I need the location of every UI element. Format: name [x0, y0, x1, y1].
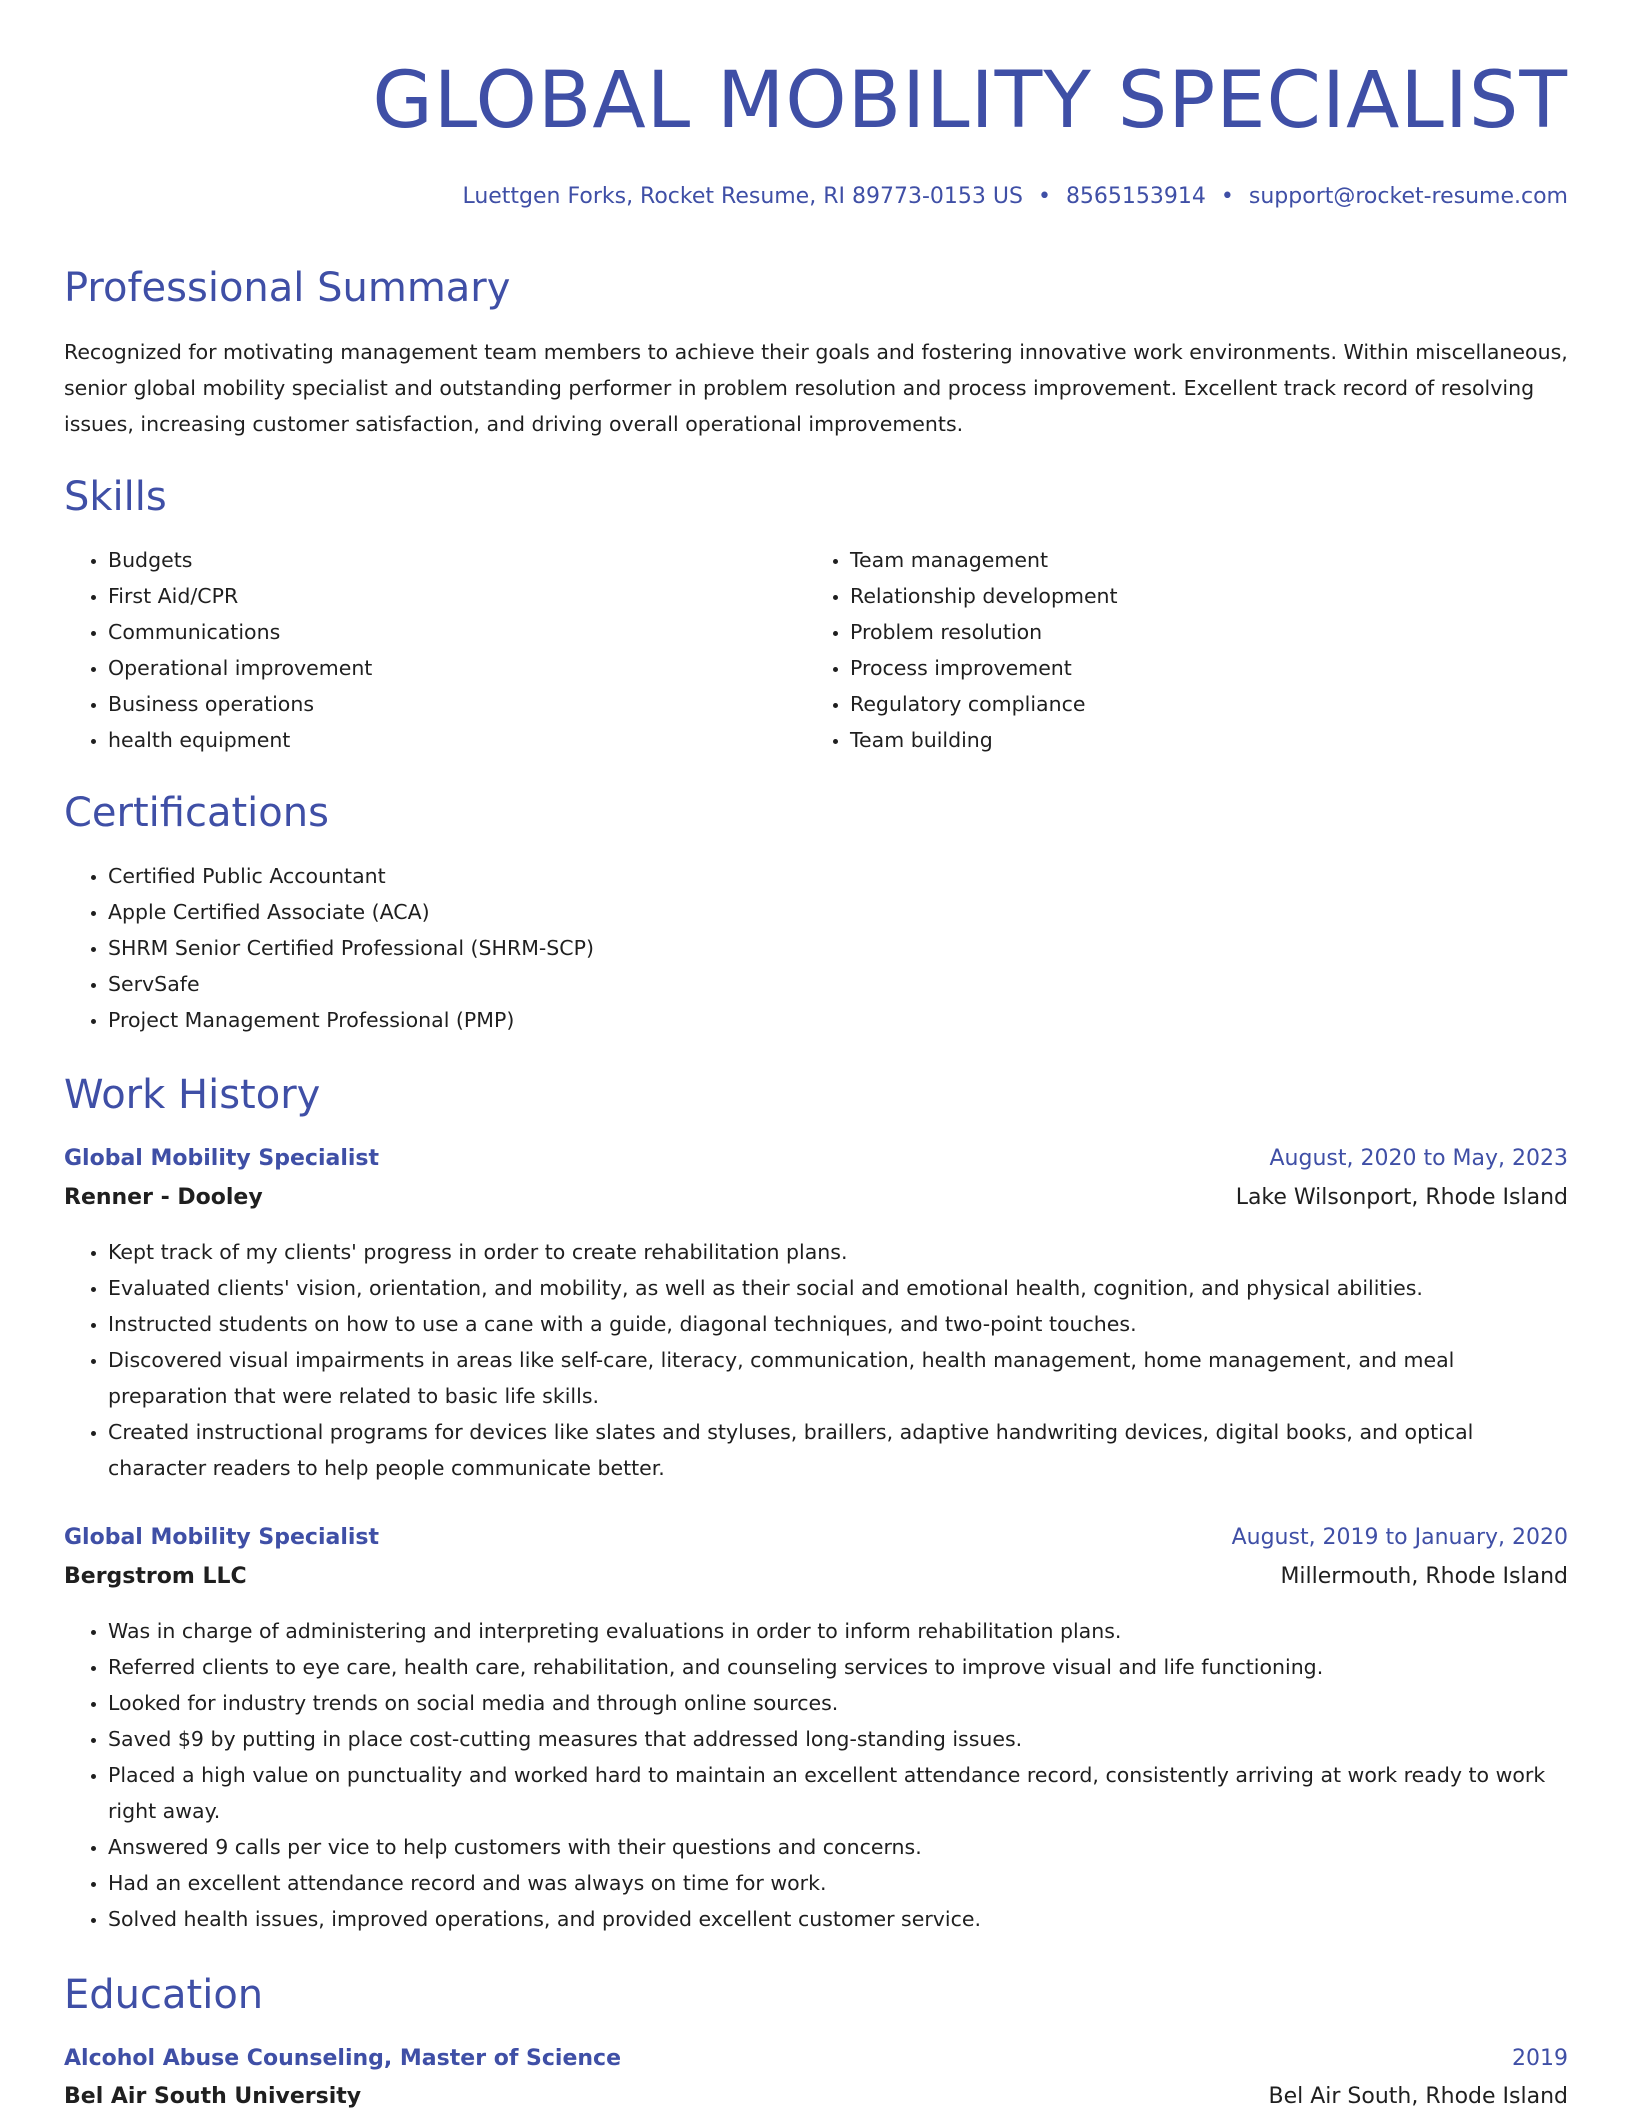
contact-line: [462, 182, 1568, 212]
job-title: Global Mobility Specialist: [64, 1146, 380, 1171]
job-dates: August, 2020 to May, 2023: [1269, 1146, 1568, 1171]
job-bullet: • Saved $9 by putting in place cost-cutting measures that addressed long-standing issues.: [108, 1721, 1568, 1757]
phone: 8565153914: [1065, 184, 1206, 209]
job-employer: [64, 1558, 1568, 1596]
education-institution: [64, 2078, 1568, 2116]
job-bullet: • Kept track of my clients' progress in order to create rehabilitation plans.: [108, 1234, 1568, 1270]
certification-item: • ServSafe: [108, 966, 1508, 1002]
email[interactable]: support@rocket-resume.com: [1248, 184, 1568, 209]
skill-item: • Regulatory compliance: [850, 686, 1550, 722]
skill-item: • First Aid/CPR: [108, 578, 808, 614]
skill-item: • Communications: [108, 614, 808, 650]
skill-item: • Team management: [850, 542, 1550, 578]
certification-item: • Certified Public Accountant: [108, 858, 1508, 894]
job-bullet: • Created instructional programs for devices like slates and styluses, braillers, adaptive handwriting devices, digital books, and optical character readers to help people communicate better.: [108, 1414, 1568, 1486]
summary-heading: Professional Summary: [64, 265, 511, 311]
skill-item: • Business operations: [108, 686, 808, 722]
job-bullets: [64, 1613, 1568, 1937]
job-location: Millermouth, Rhode Island: [1280, 1564, 1568, 1589]
company-name: Bergstrom LLC: [64, 1564, 247, 1589]
resume-page: [64, 0, 1568, 2112]
skill-item: • Budgets: [108, 542, 808, 578]
job-bullet: • Looked for industry trends on social media and through online sources.: [108, 1685, 1568, 1721]
job-dates: August, 2019 to January, 2020: [1231, 1525, 1568, 1550]
summary-text: Recognized for motivating management team members to achieve their goals and fostering innovative work environments. Within miscellaneous, senior global mobility specialist and outstanding performer in problem resolution and process improvement. Excellent track record of resolving issues, increasing customer satisfaction, and driving overall operational improvements.: [64, 340, 1568, 436]
job-bullet: • Evaluated clients' vision, orientation, and mobility, as well as their social and emotional health, cognition, and physical abilities.: [108, 1270, 1568, 1306]
job-location: Lake Wilsonport, Rhode Island: [1235, 1185, 1568, 1210]
school-name: Bel Air South University: [64, 2084, 362, 2109]
separator-bullet: •: [1220, 184, 1234, 209]
job-bullets: [64, 1234, 1568, 1486]
skill-item: • Team building: [850, 722, 1550, 758]
skill-item: • health equipment: [108, 722, 808, 758]
certification-item: • SHRM Senior Certified Professional (SHRM-SCP): [108, 930, 1508, 966]
job-title: Global Mobility Specialist: [64, 1525, 380, 1550]
job-bullet: • Referred clients to eye care, health care, rehabilitation, and counseling services to improve visual and life functioning.: [108, 1649, 1568, 1685]
certifications-list: [64, 858, 1508, 1038]
job-bullet: • Was in charge of administering and interpreting evaluations in order to inform rehabilitation plans.: [108, 1613, 1568, 1649]
certification-item: • Apple Certified Associate (ACA): [108, 894, 1508, 930]
job-bullet: • Instructed students on how to use a cane with a guide, diagonal techniques, and two-point touches.: [108, 1306, 1568, 1342]
skills-heading: Skills: [64, 474, 167, 520]
skills-list-left: [64, 542, 808, 758]
degree: Alcohol Abuse Counseling, Master of Science: [64, 2046, 622, 2071]
work-history-heading: Work History: [64, 1072, 321, 1118]
school-location: Bel Air South, Rhode Island: [1268, 2084, 1568, 2109]
resume-title: GLOBAL MOBILITY SPECIALIST: [372, 56, 1568, 146]
certifications-heading: Certifications: [64, 790, 329, 836]
skill-item: • Operational improvement: [108, 650, 808, 686]
job-header: [64, 1519, 1568, 1557]
graduation-year: 2019: [1512, 2046, 1568, 2071]
separator-bullet: •: [1037, 184, 1051, 209]
education-header: [64, 2040, 1568, 2078]
skill-item: • Problem resolution: [850, 614, 1550, 650]
skill-item: • Relationship development: [850, 578, 1550, 614]
job-employer: [64, 1179, 1568, 1217]
skill-item: • Process improvement: [850, 650, 1550, 686]
skills-list-right: [806, 542, 1550, 758]
job-bullet: • Placed a high value on punctuality and worked hard to maintain an excellent attendance record, consistently arriving at work ready to work right away.: [108, 1757, 1568, 1829]
job-bullet: • Discovered visual impairments in areas like self-care, literacy, communication, health management, home management, and meal preparation that were related to basic life skills.: [108, 1342, 1568, 1414]
company-name: Renner - Dooley: [64, 1185, 263, 1210]
job-header: [64, 1140, 1568, 1178]
job-bullet: • Had an excellent attendance record and was always on time for work.: [108, 1865, 1568, 1901]
education-heading: Education: [64, 1972, 264, 2018]
address: Luettgen Forks, Rocket Resume, RI 89773-0153 US: [462, 184, 1023, 209]
job-bullet: • Answered 9 calls per vice to help customers with their questions and concerns.: [108, 1829, 1568, 1865]
job-bullet: • Solved health issues, improved operations, and provided excellent customer service.: [108, 1901, 1568, 1937]
certification-item: • Project Management Professional (PMP): [108, 1002, 1508, 1038]
